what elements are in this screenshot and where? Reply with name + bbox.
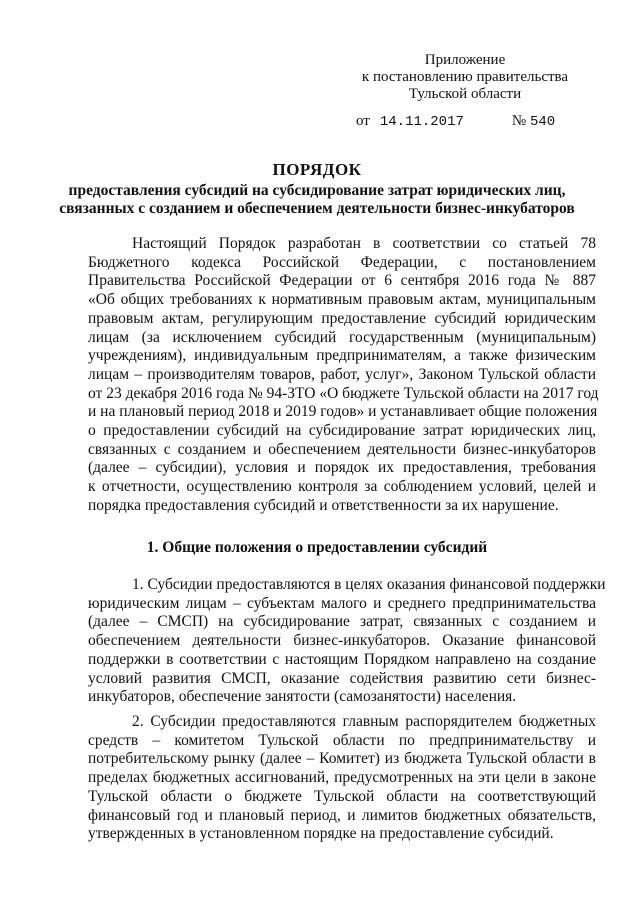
appendix-block [340,52,590,103]
text-line: 1. Субсидии предоставляются в целях оказания финансовой поддержки [132,576,606,593]
text-line: Правительства Российской Федерации от 6 сентября 2016 года № 887 [88,272,596,290]
document-date: 14.11.2017 [379,114,464,130]
section-heading: 1. Общие положения о предоставлении субсидий [146,539,488,556]
text-line: лицам (за исключением субсидий государственным (муниципальным) [88,328,596,346]
appendix-line: к постановлению правительства [361,69,569,85]
text-line: инкубаторов, обеспечение занятости (самозанятости) населения. [88,688,517,706]
text-line: утвержденных в установленном порядке на предоставление субсидий. [88,825,554,843]
text-line: о предоставлении субсидий на субсидирование затрат юридических лиц, [88,422,596,440]
text-line: юридическим лицам – субъектам малого и среднего предпринимательства [88,594,596,612]
date-number-line [356,113,555,130]
text-line: потребительскому рынку (далее – Комитет) из бюджета Тульской области в [88,750,596,768]
text-line: правовым актам, регулирующим предоставление субсидий юридическим [88,309,596,327]
text-line: средств – комитетом Тульской области по предпринимательству и [88,731,596,749]
text-line: «Об общих требованиях к нормативным правовым актам, муниципальным [88,291,596,309]
text-line: и на плановый период 2018 и 2019 годов» и устанавливает общие положения [88,403,598,421]
date-prefix: от [356,113,370,129]
text-line: к отчетности, осуществлению контроля за соблюдением условий, целей и [88,478,596,496]
text-line: пределах бюджетных ассигнований, предусмотренных на эти цели в законе [88,769,596,787]
subtitle-line: связанных с созданием и обеспечением деятельности бизнес-инкубаторов [59,200,575,217]
text-line: лицам – производителям товаров, работ, услуг», Законом Тульской области [88,365,596,383]
appendix-line: Приложение [424,52,506,68]
text-line: поддержки в соответствии с настоящим Порядком направлено на создание [88,650,596,668]
subtitle-line: предоставления субсидий на субсидирование затрат юридических лиц, [68,182,566,199]
text-line: Бюджетного кодекса Российской Федерации, с постановлением [88,253,596,271]
text-line: условий развития СМСП, оказание содействия развитию сети бизнес- [88,669,596,687]
document-subtitle [0,182,634,218]
text-line: (далее – СМСП) на субсидирование затрат, связанных с созданием и [88,613,596,631]
document-title: ПОРЯДОК [272,160,362,179]
section1-paragraph-2 [88,713,596,844]
document-number: 540 [529,114,556,130]
text-line: связанных с созданием и обеспечением деятельности бизнес-инкубаторов [88,440,596,458]
text-line: от 23 декабря 2016 года № 94-ЗТО «О бюджете Тульской области на 2017 год [88,384,599,402]
text-line: (далее – субсидии), условия и порядок их предоставления, требования [88,459,596,477]
text-line: порядка предоставления субсидий и ответственности за их нарушение. [88,496,559,514]
text-line: учреждениям), индивидуальным предпринимателям, а также физическим [88,347,596,365]
text-line: Настоящий Порядок разработан в соответствии со статьей 78 [132,235,596,252]
text-line: обеспечением деятельности бизнес-инкубаторов. Оказание финансовой [88,632,596,650]
intro-paragraph [88,235,599,516]
text-line: 2. Субсидии предоставляются главным распорядителем бюджетных [132,713,596,730]
number-prefix: № [511,113,527,129]
text-line: финансовый год и плановый период, и лимитов бюджетных обязательств, [88,806,596,824]
text-line: Тульской области о бюджете Тульской области на соответствующий [88,787,596,805]
section1-paragraph-1 [88,576,606,707]
appendix-line: Тульской области [408,86,522,102]
